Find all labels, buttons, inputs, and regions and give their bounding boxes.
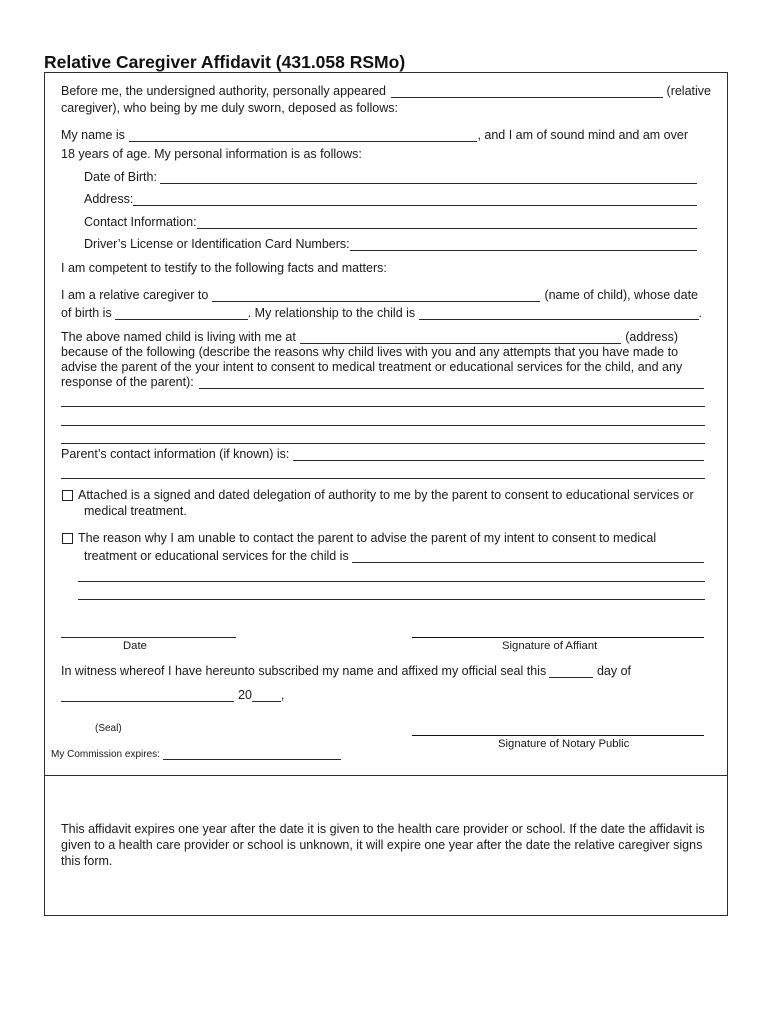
delegation-attached-text-continued: medical treatment. (84, 504, 187, 518)
license-number-field (350, 237, 697, 251)
unable-to-contact-reason-field (352, 549, 704, 563)
license-number-line (84, 237, 697, 252)
competence-statement: I am competent to testify to the following facts and matters: (61, 261, 387, 275)
witness-date-line (61, 688, 286, 703)
expiration-notice-line: This affidavit expires one year after the date it is given to the health care provider or school. If the date the affidavit is (61, 822, 705, 836)
expiration-notice-line: this form. (61, 854, 113, 868)
license-number-label: Driver’s License or Identification Card Numbers: (84, 237, 350, 251)
witness-year-prefix: 20 (238, 688, 252, 702)
parent-contact-field (293, 447, 704, 461)
declarant-text: My name is (61, 128, 125, 142)
appearance-text: Before me, the undersigned authority, personally appeared (61, 84, 386, 98)
witness-date-end: , (280, 688, 285, 702)
commission-expiration-field (163, 748, 341, 760)
unable-to-contact-checkbox (62, 533, 73, 544)
reason-response-line (61, 375, 704, 390)
unable-to-contact-text-continued: treatment or educational services for the child is (84, 549, 349, 563)
commission-line (51, 748, 341, 761)
residence-address-field (300, 330, 621, 344)
child-line (61, 288, 698, 303)
residence-text: The above named child is living with me at (61, 330, 296, 344)
address-field (133, 192, 697, 206)
declarant-line (61, 128, 688, 143)
contact-information-line (84, 215, 697, 230)
date-of-birth-line (84, 170, 697, 185)
witness-day-of-text: day of (596, 664, 631, 678)
reason-field-line (61, 406, 705, 407)
relationship-field (419, 306, 698, 320)
witness-year-field (252, 688, 281, 702)
relative-caregiver-text: (relative (666, 84, 711, 98)
delegation-attached-checkbox (62, 490, 73, 501)
address-label: Address: (84, 192, 134, 206)
relative-caregiver-name-field (391, 84, 663, 98)
parent-contact-field-line (61, 478, 705, 479)
appearance-continuation: caregiver), who being by me duly sworn, deposed as follows: (61, 101, 398, 115)
child-text: I am a relative caregiver to (61, 288, 209, 302)
reason-field-line (61, 443, 705, 444)
unable-to-contact-field-line (78, 599, 705, 600)
reason-instruction-line: advise the parent of the your intent to consent to medical treatment or educational services for the child, and any (61, 360, 683, 374)
reason-field-line (61, 425, 705, 426)
unable-to-contact-reason-line (84, 549, 704, 564)
child-birth-date-field (115, 306, 248, 320)
document-title: Relative Caregiver Affidavit (431.058 RSMo) (44, 52, 406, 72)
declarant-name-field (129, 128, 478, 142)
affiant-signature-line (412, 637, 704, 638)
parent-contact-label: Parent’s contact information (if known) is: (61, 447, 290, 461)
date-label: Date (123, 640, 147, 652)
child-name-caption: (name of child), whose date (544, 288, 698, 302)
date-field-line (61, 637, 236, 638)
notary-signature-line (412, 735, 704, 736)
date-of-birth-field (160, 170, 697, 184)
commission-label: My Commission expires: (51, 749, 160, 760)
appearance-line (61, 84, 711, 99)
residence-line (61, 330, 678, 345)
witness-text: In witness whereof I have hereunto subscribed my name and affixed my official seal this (61, 664, 547, 678)
child-birth-text: of birth is (61, 306, 112, 320)
child-name-field (212, 288, 540, 302)
seal-label: (Seal) (95, 723, 122, 734)
section-divider (44, 775, 728, 776)
contact-information-label: Contact Information: (84, 215, 197, 229)
witness-day-field (549, 664, 593, 678)
unable-to-contact-text: The reason why I am unable to contact the parent to advise the parent of my intent to consent to medical (78, 531, 657, 545)
witness-line (61, 664, 631, 679)
contact-information-field (197, 215, 697, 229)
declarant-sound-mind-text: , and I am of sound mind and am over (477, 128, 688, 142)
reason-response-text: response of the parent): (61, 375, 194, 389)
reason-instruction-line: because of the following (describe the reasons why child lives with you and any attempts that you have made to (61, 345, 679, 359)
address-line (84, 192, 697, 207)
residence-address-caption: (address) (625, 330, 678, 344)
parent-contact-line (61, 447, 704, 462)
affiant-signature-label: Signature of Affiant (502, 640, 598, 652)
witness-month-field (61, 688, 234, 702)
relationship-end: . (698, 306, 702, 320)
date-of-birth-label: Date of Birth: (84, 170, 157, 184)
relationship-text: . My relationship to the child is (247, 306, 416, 320)
unable-to-contact-field-line (78, 581, 705, 582)
expiration-notice-line: given to a health care provider or school is unknown, it will expire one year after the date the relative caregiver signs (61, 838, 703, 852)
notary-signature-label: Signature of Notary Public (498, 738, 630, 750)
child-birth-line (61, 306, 702, 321)
declarant-continuation: 18 years of age. My personal information is as follows: (61, 147, 362, 161)
reason-field (199, 375, 704, 389)
delegation-attached-text: Attached is a signed and dated delegation of authority to me by the parent to consent to educational services or (78, 488, 694, 502)
